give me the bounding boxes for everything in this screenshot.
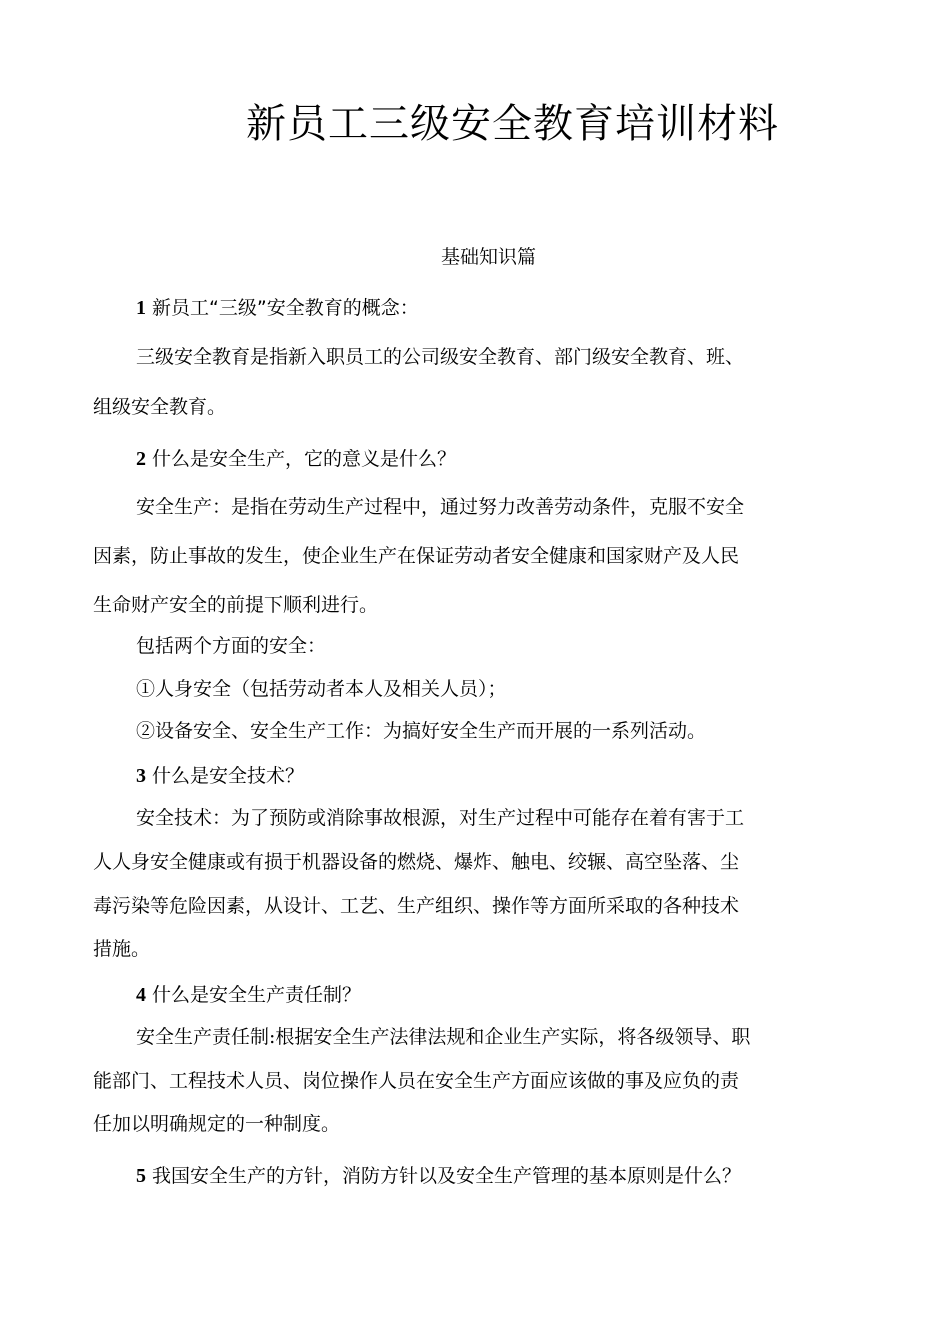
question-number: 4	[136, 984, 146, 1006]
question-2	[136, 449, 456, 469]
definition-text: :根据安全生产法律法规和企业生产实际，将各级领导、职	[269, 1026, 751, 1048]
question-text: 新员工“三级”安全教育的概念：	[152, 297, 419, 319]
definition-text: ：为了预防或消除事故根源，对生产过程中可能存在着有害于工	[212, 807, 745, 829]
term-label: 安全技术	[136, 807, 213, 829]
q4-body-line-3: 任加以明确规定的一种制度。	[93, 1113, 341, 1135]
question-text: 什么是安全生产责任制？	[152, 984, 362, 1006]
q2-body-line-3: 生命财产安全的前提下顺利进行。	[93, 594, 379, 616]
q3-body-line-3: 毒污染等危险因素，从设计、工艺、生产组织、操作等方面所采取的各种技术	[93, 895, 740, 917]
question-3	[136, 766, 304, 786]
question-text: 什么是安全生产，它的意义是什么？	[152, 448, 457, 470]
q4-body-line-1	[136, 1028, 750, 1047]
q2-list-item-2: ②设备安全、安全生产工作：为搞好安全生产而开展的一系列活动。	[136, 720, 707, 742]
document-title: 新员工三级安全教育培训材料	[246, 101, 779, 147]
q2-body-line-2: 因素，防止事故的发生，使企业生产在保证劳动者安全健康和国家财产及人民	[93, 545, 740, 567]
definition-text: ：是指在劳动生产过程中，通过努力改善劳动条件，克服不安全	[212, 496, 745, 518]
term-label: 安全生产责任制	[136, 1026, 270, 1048]
section-title: 基础知识篇	[441, 246, 537, 268]
q1-body-line-2: 组级安全教育。	[93, 396, 227, 418]
q1-body-line-1: 三级安全教育是指新入职员工的公司级安全教育、部门级安全教育、班、	[136, 346, 745, 368]
question-number: 5	[136, 1165, 146, 1187]
q2-list-item-1: ①人身安全（包括劳动者本人及相关人员）；	[136, 678, 507, 700]
question-text: 什么是安全技术？	[152, 765, 305, 787]
question-4	[136, 985, 361, 1005]
q2-body-line-1	[136, 498, 744, 517]
question-text: 我国安全生产的方针，消防方针以及安全生产管理的基本原则是什么？	[152, 1165, 742, 1187]
question-number: 1	[136, 297, 146, 319]
q3-body-line-1	[136, 809, 744, 828]
question-number: 2	[136, 448, 146, 470]
question-number: 3	[136, 765, 146, 787]
q3-body-line-2: 人人身安全健康或有损于机器设备的燃烧、爆炸、触电、绞辗、高空坠落、尘	[93, 851, 740, 873]
question-1	[136, 298, 419, 318]
q2-includes: 包括两个方面的安全：	[136, 635, 327, 657]
q4-body-line-2: 能部门、工程技术人员、岗位操作人员在安全生产方面应该做的事及应负的责	[93, 1070, 740, 1092]
term-label: 安全生产	[136, 496, 213, 518]
question-5	[136, 1166, 741, 1186]
q3-body-line-4: 措施。	[93, 938, 151, 960]
